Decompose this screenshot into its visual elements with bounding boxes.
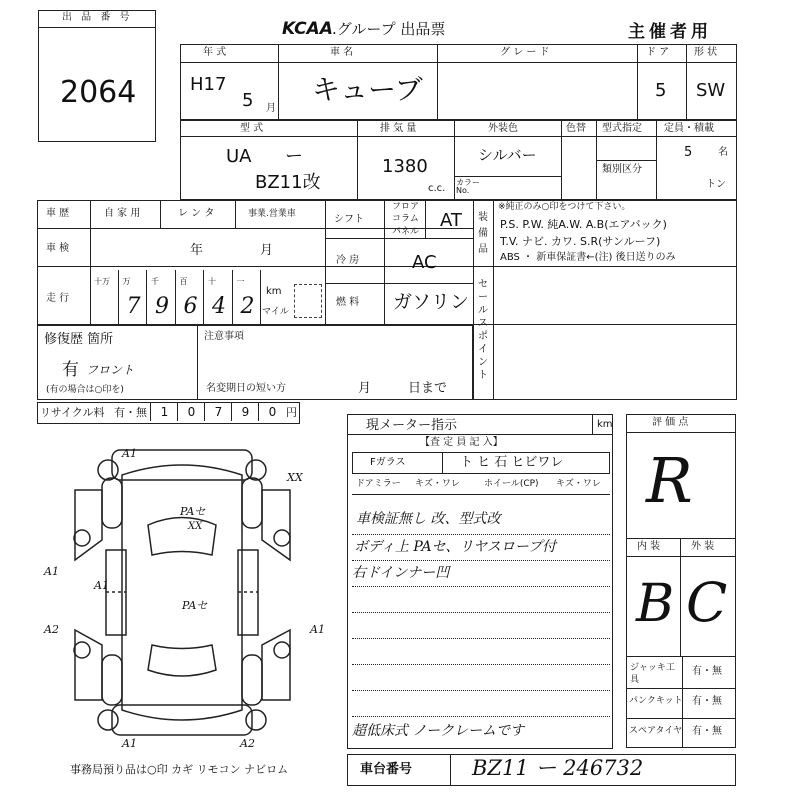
glass-label: Fガラス <box>370 457 406 468</box>
door-label: ド ア <box>646 47 670 58</box>
diagram-note: PAセ <box>180 505 206 518</box>
model-value: BZ11改 <box>255 172 321 193</box>
inspection-label: 車 検 <box>46 243 70 254</box>
grade-label: グ レ ー ド <box>500 47 550 58</box>
remark-line: ボディ上 PAセ、リヤスロープ付 <box>354 539 557 555</box>
notes-label: 注意事項 <box>204 331 244 342</box>
damage-mark: A1 <box>94 579 109 592</box>
meter-unit: km <box>597 419 613 430</box>
lot-number: 2064 <box>60 75 137 110</box>
model-dash: ー <box>285 146 303 167</box>
odometer-digit-value: 6 <box>183 294 198 319</box>
remark-bottom: 超低床式 ノークレームです <box>352 723 525 739</box>
lot-label: 出 品 番 号 <box>62 12 133 23</box>
glass-options: ト ヒ 石 ヒビワレ <box>460 455 564 470</box>
rename-month: 月 <box>358 381 372 396</box>
wheel-options: キズ・ワレ <box>556 479 601 489</box>
recycle-digit: 9 <box>231 403 259 421</box>
sponsor-label: 主催者用 <box>628 22 712 42</box>
diagram-note: XX <box>188 521 203 532</box>
jack-label: ジャッキ工具 <box>630 663 675 685</box>
damage-mark: A1 <box>44 565 59 578</box>
equipment-note: ※純正のみ○印をつけて下さい。 <box>498 202 631 212</box>
damage-mark: A1 <box>122 447 137 460</box>
score-value: R <box>646 444 693 517</box>
recycle-digit: 7 <box>204 403 232 421</box>
year-label: 年 式 <box>203 47 227 58</box>
recycle-digit: 0 <box>177 403 205 421</box>
ac-label: 冷 房 <box>336 255 360 266</box>
model-label: 型 式 <box>240 123 264 134</box>
remark-line: 車検証無し 改、型式改 <box>356 511 501 527</box>
rename-day: 日まで <box>408 381 448 396</box>
odometer-digit-label: 一 <box>236 277 245 286</box>
odometer-digit-value: 4 <box>212 294 226 319</box>
shift-floor: フロア <box>392 202 420 212</box>
capacity-label: 定員・積載 <box>664 123 714 134</box>
puncture-option: 有・無 <box>692 696 722 707</box>
type-spec-label: 型式指定 <box>602 123 642 134</box>
history-private: 自 家 用 <box>104 208 141 219</box>
odometer-digit-label: 十万 <box>94 277 110 286</box>
recycle-digit: 1 <box>150 403 178 421</box>
odometer-digit-value: 7 <box>126 294 141 319</box>
odometer-digit <box>176 270 205 324</box>
mile-unit: マイル <box>262 307 289 317</box>
fuel-value: ガソリン <box>393 291 470 313</box>
equipment-line-3: ABS ・ 新車保証書←(注) 後日送りのみ <box>500 252 676 263</box>
odometer-digit-label: 万 <box>122 277 131 286</box>
spare-label: スペアタイヤ <box>629 726 683 736</box>
capacity-unit: 名 <box>718 147 728 158</box>
repair-value: 有 <box>62 360 79 380</box>
doors-value: 5 <box>655 80 667 101</box>
history-label: 車 歴 <box>46 208 70 219</box>
ton-unit: トン <box>706 179 726 190</box>
puncture-label: パンクキット <box>629 696 683 706</box>
ac-value: AC <box>412 252 437 273</box>
diagram-note: PAセ <box>182 599 208 612</box>
mileage-label: 走 行 <box>46 293 70 304</box>
car-name: キューブ <box>312 73 423 106</box>
inspection-month-unit: 月 <box>260 243 274 258</box>
remark-line: 右ドインナー凹 <box>352 565 450 581</box>
odometer-digit <box>233 270 262 324</box>
shift-label: シフト <box>334 214 364 225</box>
mirror-options: キズ・ワレ <box>415 479 460 489</box>
model-prefix: UA <box>226 146 252 167</box>
wheel-label: ホイール(CP) <box>484 479 539 489</box>
chassis-label: 車台番号 <box>360 762 413 777</box>
mirror-label: ドアミラー <box>356 479 401 489</box>
office-items: 事務局預り品は○印 カギ リモコン ナビロム <box>70 763 289 776</box>
class-label: 類別区分 <box>602 164 642 175</box>
interior-label: 内 装 <box>637 541 661 552</box>
year-month: 5 <box>242 90 254 111</box>
shape-label: 形 状 <box>694 47 718 58</box>
shift-panel: パネル <box>392 227 420 237</box>
damage-mark: XX <box>287 471 303 484</box>
shift-column: コラム <box>392 214 419 224</box>
jack-option: 有・無 <box>692 666 722 677</box>
recycle-digit: 0 <box>258 403 286 421</box>
displacement-label: 排 気 量 <box>380 123 417 134</box>
equipment-label: 装備品 <box>478 212 488 255</box>
displacement-value: 1380 <box>382 156 428 177</box>
recycle-unit: 円 <box>286 406 297 419</box>
spare-option: 有・無 <box>692 726 722 737</box>
history-commercial: 事業.営業車 <box>248 209 296 219</box>
recycle-option: 有・無 <box>114 406 147 419</box>
score-label: 評 価 点 <box>652 417 689 428</box>
year-era: H17 <box>190 74 227 95</box>
equipment-line-1: P.S. P.W. 純A.W. A.B(エアバック) <box>500 218 667 231</box>
odometer-digit-label: 百 <box>179 277 188 286</box>
odometer-digit <box>204 270 233 324</box>
inspection-year-unit: 年 <box>190 243 204 258</box>
repair-part: フロント <box>86 363 135 377</box>
odometer-digit-value: 2 <box>240 294 255 319</box>
color-number-label: カラー No. <box>456 178 480 195</box>
form-title: .グループ 出品票 <box>332 20 446 38</box>
sales-point-label: セールスポイント <box>478 279 488 381</box>
capacity-value: 5 <box>684 145 693 160</box>
interior-score: B <box>636 574 675 634</box>
year-unit: 月 <box>266 103 276 114</box>
shape-value: SW <box>696 80 726 101</box>
exterior-score: C <box>686 571 728 634</box>
damage-mark: A1 <box>310 623 325 636</box>
history-rental: レ ン タ <box>178 208 215 219</box>
repair-hint: (有の場合は○印を) <box>46 385 124 395</box>
color-value: シルバー <box>478 146 537 164</box>
checker-label: 【査 定 員 記 入】 <box>420 437 503 448</box>
displacement-unit: c.c. <box>428 183 446 194</box>
color-label: 外装色 <box>488 123 518 134</box>
shift-value: AT <box>440 210 462 231</box>
repair-label: 修復歴 箇所 <box>44 332 114 347</box>
brand-logo: KCAA <box>282 19 333 39</box>
km-unit: km <box>266 286 282 297</box>
sales-point-area <box>473 266 737 400</box>
color-change-label: 色替 <box>566 123 586 134</box>
odometer-digit-label: 十 <box>208 277 216 286</box>
odometer-digit <box>119 270 148 324</box>
exterior-label: 外 装 <box>691 541 715 552</box>
odometer-digit <box>90 270 119 324</box>
damage-mark: A1 <box>122 737 137 750</box>
fuel-label: 燃 料 <box>336 297 360 308</box>
damage-mark: A2 <box>240 737 255 750</box>
damage-mark: A2 <box>44 623 59 636</box>
meter-label: 現メーター指示 <box>366 418 458 433</box>
name-label: 車 名 <box>330 47 354 58</box>
chassis-number: BZ11 ー 246732 <box>472 756 644 780</box>
odometer-digit-value: 9 <box>155 294 169 319</box>
odometer-digit-label: 千 <box>151 277 159 286</box>
recycle-label: リサイクル料 <box>40 406 105 419</box>
odometer-digit <box>147 270 176 324</box>
equipment-line-2: T.V. ナビ. カワ. S.R(サンルーフ) <box>500 235 661 248</box>
rename-deadline-label: 名変期日の短い方 <box>206 383 286 394</box>
